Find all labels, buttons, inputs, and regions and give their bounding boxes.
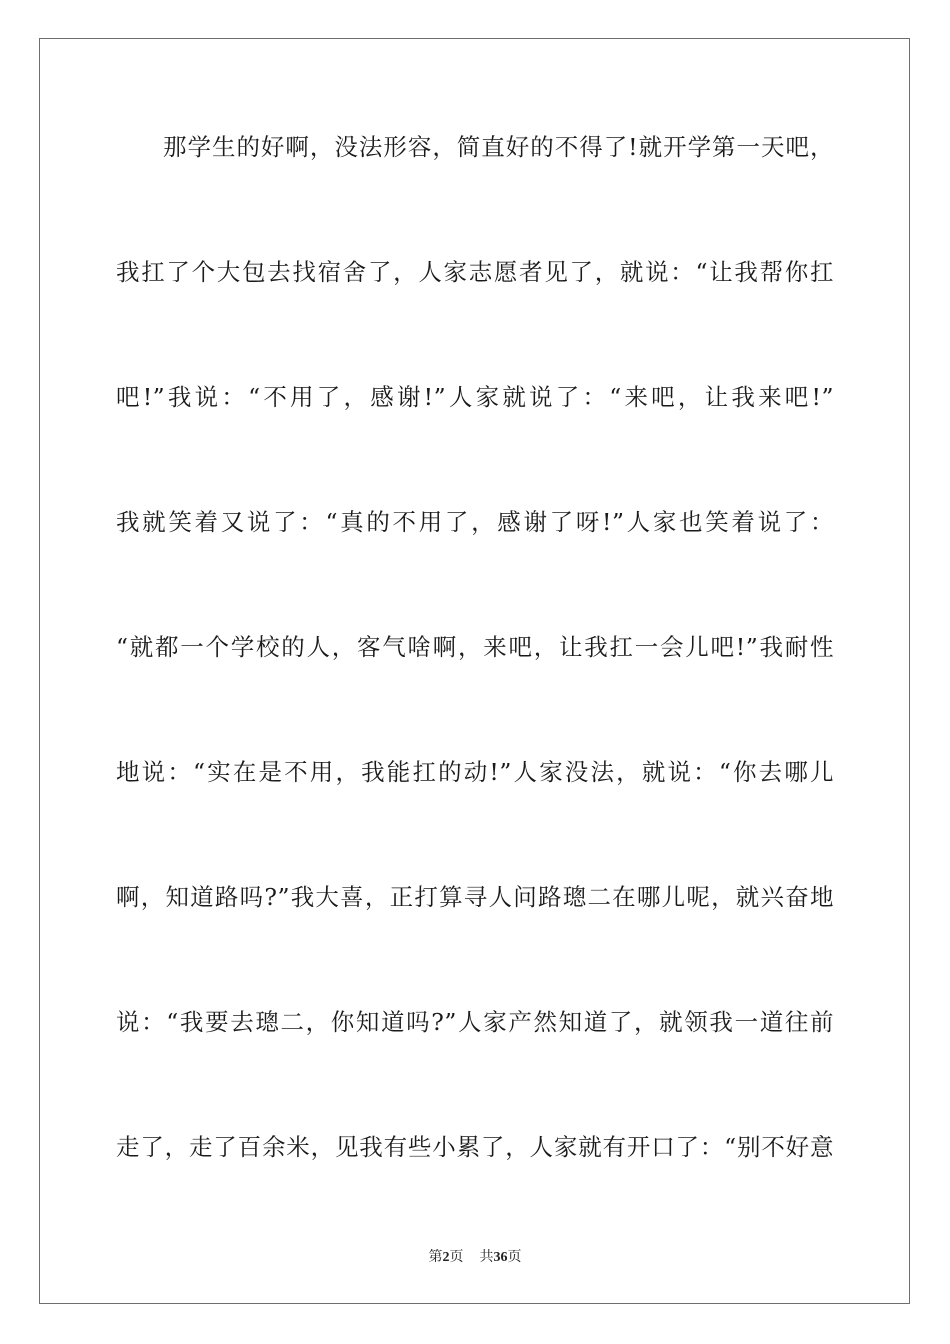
page-suffix: 页 — [449, 1249, 464, 1265]
total-suffix: 页 — [507, 1249, 522, 1265]
text-line-2: 我扛了个大包去找宿舍了，人家志愿者见了，就说：“让我帮你扛 — [116, 258, 834, 286]
total-pages: 36 — [493, 1250, 508, 1265]
page-footer — [0, 1247, 950, 1268]
text-line-9: 走了，走了百余米，见我有些小累了，人家就有开口了：“别不好意 — [116, 1133, 834, 1161]
page-prefix: 第 — [428, 1249, 443, 1265]
text-line-3: 吧!”我说：“不用了，感谢!”人家就说了：“来吧，让我来吧!” — [116, 383, 834, 411]
text-line-5: “就都一个学校的人，客气啥啊，来吧，让我扛一会儿吧!”我耐性 — [116, 633, 834, 661]
page-border — [39, 38, 910, 1304]
text-line-7: 啊，知道路吗?”我大喜，正打算寻人问路璁二在哪儿呢，就兴奋地 — [116, 883, 834, 911]
text-line-1: 那学生的好啊，没法形容，简直好的不得了!就开学第一天吧， — [163, 133, 834, 161]
text-line-4: 我就笑着又说了：“真的不用了，感谢了呀!”人家也笑着说了： — [116, 508, 834, 536]
page-number: 2 — [442, 1250, 450, 1265]
text-line-8: 说：“我要去璁二，你知道吗?”人家产然知道了，就领我一道往前 — [116, 1008, 834, 1036]
total-prefix: 共 — [479, 1249, 494, 1265]
text-line-6: 地说：“实在是不用，我能扛的动!”人家没法，就说：“你去哪儿 — [116, 758, 834, 786]
